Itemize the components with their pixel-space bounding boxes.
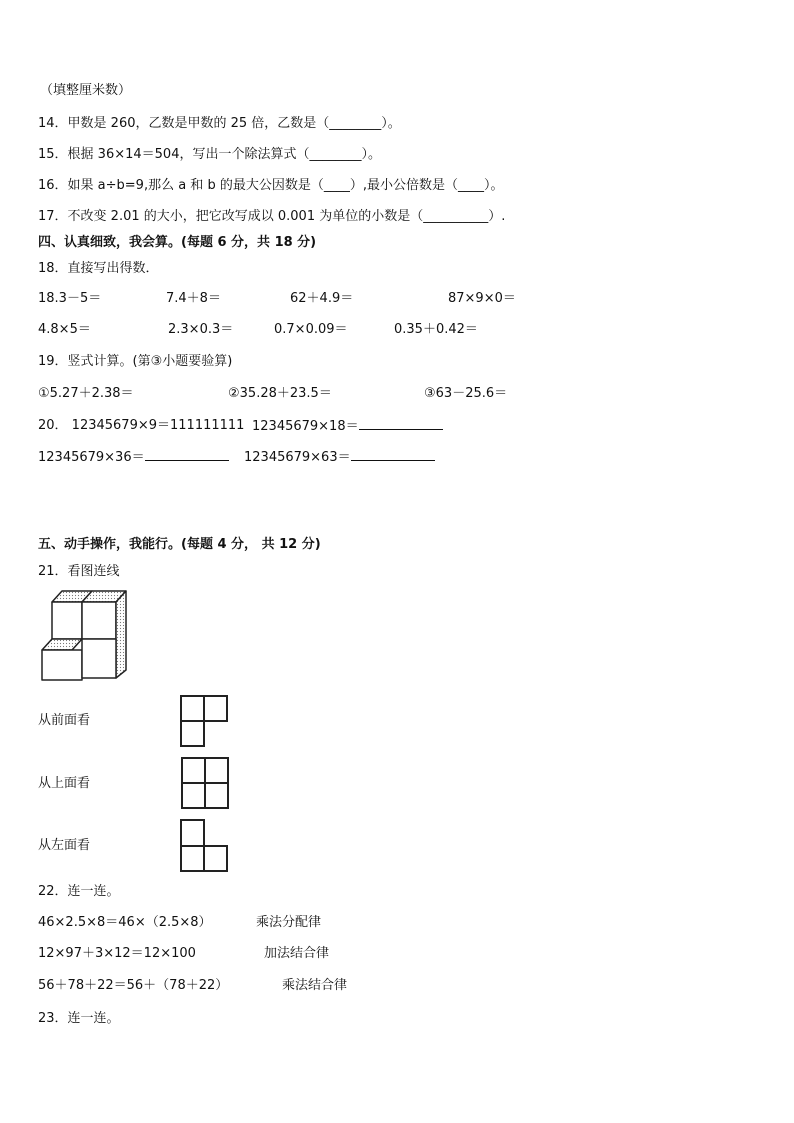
view-label-front: 从前面看 [38, 713, 91, 728]
question-20: 20． 12345679×9＝111111111 [38, 418, 245, 433]
match-expression[interactable]: 12×97＋3×12＝12×100 [38, 946, 196, 961]
question-21: 21．看图连线 [38, 564, 120, 579]
match-law[interactable]: 乘法结合律 [282, 978, 348, 993]
question-23: 23．连一连。 [38, 1011, 120, 1026]
calc20-d: 12345679×63＝ [244, 448, 435, 467]
cube-stack-figure [38, 588, 134, 688]
vertical-calc-1: ①5.27＋2.38＝ [38, 386, 134, 401]
match-expression[interactable]: 46×2.5×8＝46×（2.5×8） [38, 915, 212, 930]
view-label-left: 从左面看 [38, 838, 91, 853]
section-4-heading: 四、认真细致，我会算。(每题 6 分，共 18 分) [38, 235, 317, 250]
section-5-heading: 五、动手操作，我能行。(每题 4 分， 共 12 分) [38, 537, 321, 552]
vertical-calc-3: ③63－25.6＝ [424, 386, 508, 401]
front-view-shape[interactable] [178, 694, 230, 748]
calc-item: 0.35＋0.42＝ [394, 322, 478, 337]
question-19: 19．竖式计算。(第③小题要验算) [38, 354, 233, 369]
match-law[interactable]: 乘法分配律 [256, 915, 322, 930]
calc-item: 7.4＋8＝ [166, 291, 221, 306]
calc20-b: 12345679×18＝ [252, 417, 443, 436]
left-view-shape[interactable] [178, 818, 230, 874]
calc-item: 2.3×0.3＝ [168, 322, 234, 337]
question-14: 14．甲数是 260，乙数是甲数的 25 倍，乙数是（________）。 [38, 116, 401, 131]
question-16: 16．如果 a÷b=9,那么 a 和 b 的最大公因数是（____）,最小公倍数是（____）。 [38, 178, 504, 193]
vertical-calc-2: ②35.28＋23.5＝ [228, 386, 332, 401]
top-view-shape[interactable] [179, 756, 231, 810]
match-law[interactable]: 加法结合律 [264, 946, 330, 961]
calc20-c: 12345679×36＝ [38, 448, 229, 467]
carryover-text: （填整厘米数） [40, 83, 132, 98]
view-label-top: 从上面看 [38, 776, 91, 791]
calc-item: 87×9×0＝ [448, 291, 516, 306]
answer-blank[interactable] [351, 448, 435, 461]
question-15: 15．根据 36×14＝504，写出一个除法算式（________）。 [38, 147, 381, 162]
question-22: 22．连一连。 [38, 884, 120, 899]
match-expression[interactable]: 56＋78＋22＝56＋（78＋22） [38, 978, 229, 993]
answer-blank[interactable] [145, 448, 229, 461]
calc-item: 0.7×0.09＝ [274, 322, 348, 337]
calc-item: 18.3－5＝ [38, 291, 102, 306]
calc-item: 62＋4.9＝ [290, 291, 354, 306]
question-17: 17．不改变 2.01 的大小，把它改写成以 0.001 为单位的小数是（__________）. [38, 209, 506, 224]
answer-blank[interactable] [359, 417, 443, 430]
calc-item: 4.8×5＝ [38, 322, 91, 337]
question-18: 18．直接写出得数． [38, 261, 159, 276]
